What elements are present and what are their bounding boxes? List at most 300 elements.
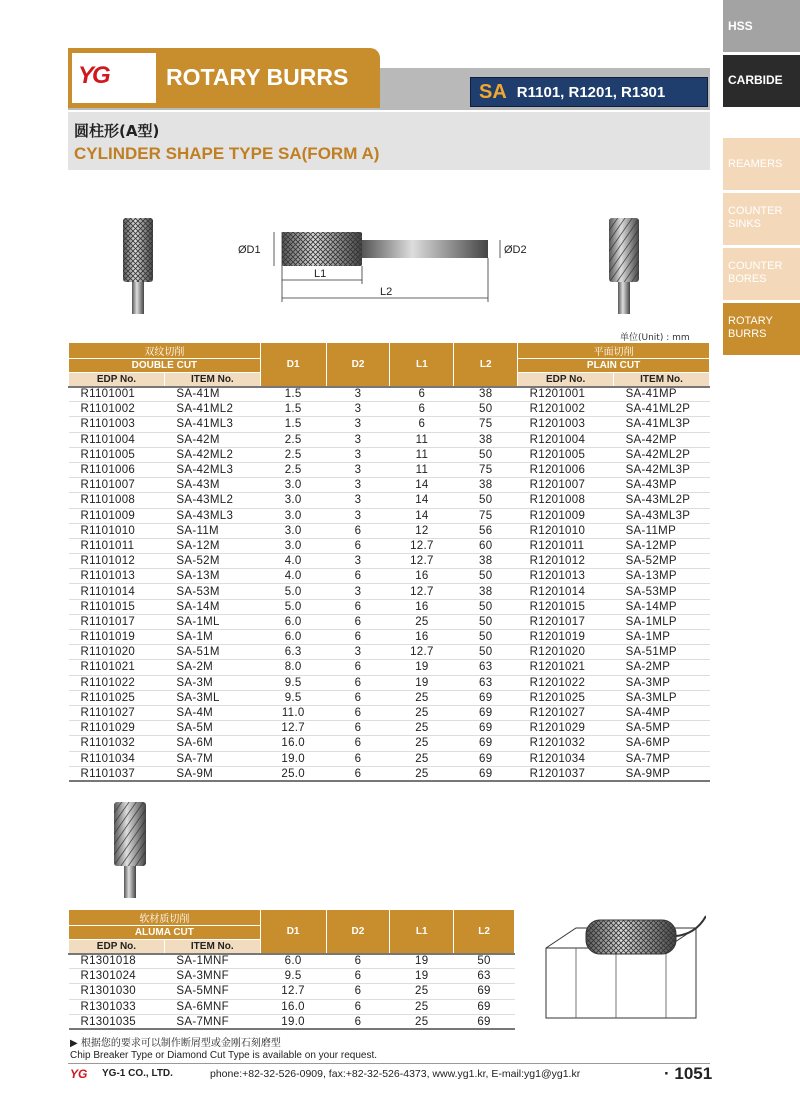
table-cell: R1101007 [69, 478, 165, 493]
side-tab-hss[interactable]: HSS [723, 0, 800, 52]
table-cell: 3 [326, 645, 390, 660]
series-badge [470, 77, 708, 107]
table-cell: 69 [454, 984, 515, 999]
table-cell: 6 [326, 660, 390, 675]
table-cell: SA-51M [164, 645, 260, 660]
table-cell: 63 [454, 675, 518, 690]
table-cell: 38 [454, 554, 518, 569]
table-cell: 25 [390, 1014, 454, 1029]
aluma-item-header: ITEM No. [164, 940, 260, 954]
table-cell: SA-12MP [614, 538, 710, 553]
table-cell: SA-2MP [614, 660, 710, 675]
edp-header-plain: EDP No. [518, 373, 614, 387]
table-row [69, 736, 710, 751]
table-cell: SA-43ML3P [614, 508, 710, 523]
usage-illustration [536, 908, 706, 1032]
table-row [69, 538, 710, 553]
table-cell: R1101022 [69, 675, 165, 690]
table-cell: R1101004 [69, 432, 165, 447]
table-cell: 38 [454, 584, 518, 599]
table-cell: 6 [326, 1014, 390, 1029]
table-cell: 2.5 [260, 432, 326, 447]
table-cell: 75 [454, 462, 518, 477]
table-cell: R1201025 [518, 690, 614, 705]
table-row [69, 751, 710, 766]
table-cell: R1201034 [518, 751, 614, 766]
table-cell: 6 [326, 523, 390, 538]
table-cell: 50 [454, 569, 518, 584]
table-cell: R1101003 [69, 417, 165, 432]
table-cell: R1301035 [69, 1014, 165, 1029]
table-cell: 56 [454, 523, 518, 538]
table-cell: 11 [390, 447, 454, 462]
header-l2: L2 [454, 343, 518, 387]
table-cell: 19 [390, 660, 454, 675]
table-cell: SA-51MP [614, 645, 710, 660]
table-cell: SA-6MNF [164, 999, 260, 1014]
table-cell: SA-14M [164, 599, 260, 614]
table-cell: 14 [390, 478, 454, 493]
table-cell: 3 [326, 554, 390, 569]
table-cell: SA-6M [164, 736, 260, 751]
table-row [69, 690, 710, 705]
table-cell: 2.5 [260, 462, 326, 477]
table-row [69, 984, 515, 999]
table-cell: R1101021 [69, 660, 165, 675]
table-cell: 6 [326, 538, 390, 553]
table-row [69, 675, 710, 690]
table-cell: 12.7 [260, 984, 326, 999]
table-cell: SA-1ML [164, 614, 260, 629]
double-cut-cn: 双纹切削 [69, 343, 261, 359]
table-cell: R1101012 [69, 554, 165, 569]
table-cell: 50 [454, 614, 518, 629]
table-cell: 69 [454, 721, 518, 736]
table-cell: SA-42ML2 [164, 447, 260, 462]
table-cell: 6 [390, 402, 454, 417]
table-cell: 3 [326, 387, 390, 402]
plain-cut-label: PLAIN CUT [518, 359, 710, 373]
table-cell: SA-11MP [614, 523, 710, 538]
burr-photo-double-cut [118, 216, 158, 316]
table-cell: 75 [454, 417, 518, 432]
side-tab-reamers[interactable]: REAMERS [723, 138, 800, 190]
table-cell: 75 [454, 508, 518, 523]
double-cut-label: DOUBLE CUT [69, 359, 261, 373]
table-cell: 50 [454, 645, 518, 660]
table-row [69, 645, 710, 660]
table-cell: SA-7MP [614, 751, 710, 766]
table-cell: 3.0 [260, 478, 326, 493]
aluma-header-l1: L1 [390, 910, 454, 954]
table-cell: 6 [326, 751, 390, 766]
table-cell: 3 [326, 417, 390, 432]
availability-note: ▶ 根据您的要求可以制作断屑型或金刚石刻磨型 Chip Breaker Type or Diamond Cut Type is available on your request. [70, 1038, 378, 1061]
side-tab-rotary-burrs[interactable]: ROTARY BURRS [723, 303, 800, 355]
table-cell: SA-42ML3P [614, 462, 710, 477]
table-cell: 3 [326, 462, 390, 477]
table-cell: SA-4M [164, 705, 260, 720]
table-cell: R1101017 [69, 614, 165, 629]
spec-table-aluma [68, 909, 515, 1030]
table-cell: 38 [454, 387, 518, 402]
table-cell: R1301024 [69, 969, 165, 984]
table-row [69, 402, 710, 417]
table-cell: 8.0 [260, 660, 326, 675]
table-cell: 6 [326, 721, 390, 736]
table-cell: R1201008 [518, 493, 614, 508]
table-cell: R1201020 [518, 645, 614, 660]
table-cell: 12.7 [390, 645, 454, 660]
table-cell: 16.0 [260, 999, 326, 1014]
table-cell: 11.0 [260, 705, 326, 720]
brand-logo: YG [78, 62, 109, 89]
table-cell: 5.0 [260, 599, 326, 614]
burr-photo-aluma-cut [108, 800, 152, 900]
table-cell: 3 [326, 478, 390, 493]
page-number: · 1051 [664, 1064, 713, 1083]
header-l1: L1 [390, 343, 454, 387]
table-row [69, 447, 710, 462]
table-cell: 6 [326, 954, 390, 969]
footer-logo: YG [70, 1067, 88, 1081]
table-cell: 25 [390, 751, 454, 766]
table-cell: SA-12M [164, 538, 260, 553]
table-cell: SA-42ML2P [614, 447, 710, 462]
table-cell: SA-42MP [614, 432, 710, 447]
table-cell: 6.0 [260, 954, 326, 969]
table-cell: 50 [454, 402, 518, 417]
table-cell: 6 [326, 569, 390, 584]
table-cell: SA-1M [164, 630, 260, 645]
header-d2: D2 [326, 343, 390, 387]
table-cell: R1101006 [69, 462, 165, 477]
table-row [69, 630, 710, 645]
table-cell: R1201021 [518, 660, 614, 675]
table-cell: 38 [454, 478, 518, 493]
table-cell: R1301033 [69, 999, 165, 1014]
table-cell: 25 [390, 999, 454, 1014]
table-row [69, 766, 710, 781]
table-cell: SA-52M [164, 554, 260, 569]
table-cell: 14 [390, 493, 454, 508]
table-cell: SA-41MP [614, 387, 710, 402]
table-cell: R1101008 [69, 493, 165, 508]
table-cell: R1201014 [518, 584, 614, 599]
table-cell: R1301018 [69, 954, 165, 969]
table-cell: R1201017 [518, 614, 614, 629]
table-cell: SA-14MP [614, 599, 710, 614]
table-row [69, 721, 710, 736]
table-cell: R1201029 [518, 721, 614, 736]
table-cell: SA-4MP [614, 705, 710, 720]
table-row [69, 954, 515, 969]
table-cell: 25.0 [260, 766, 326, 781]
table-cell: 38 [454, 432, 518, 447]
label-l2: L2 [380, 286, 393, 298]
spec-table-main [68, 342, 710, 782]
table-cell: 9.5 [260, 675, 326, 690]
table-cell: R1301030 [69, 984, 165, 999]
table-cell: 6 [326, 675, 390, 690]
table-cell: R1201006 [518, 462, 614, 477]
table-cell: R1201012 [518, 554, 614, 569]
table-cell: SA-3MP [614, 675, 710, 690]
table-cell: R1101010 [69, 523, 165, 538]
table-cell: SA-3MLP [614, 690, 710, 705]
table-cell: 50 [454, 630, 518, 645]
table-cell: SA-3ML [164, 690, 260, 705]
table-cell: 12.7 [390, 538, 454, 553]
table-cell: 6.3 [260, 645, 326, 660]
header-d1: D1 [260, 343, 326, 387]
burr-photo-plain-cut [604, 216, 644, 316]
item-header: ITEM No. [164, 373, 260, 387]
table-cell: 69 [454, 1014, 515, 1029]
table-cell: 25 [390, 614, 454, 629]
table-cell: R1201003 [518, 417, 614, 432]
table-cell: 6 [326, 599, 390, 614]
table-cell: 25 [390, 766, 454, 781]
page-title: ROTARY BURRS [166, 64, 349, 90]
table-cell: SA-13M [164, 569, 260, 584]
table-cell: R1201013 [518, 569, 614, 584]
table-row [69, 660, 710, 675]
table-cell: 69 [454, 999, 515, 1014]
table-cell: 9.5 [260, 969, 326, 984]
table-cell: R1101037 [69, 766, 165, 781]
table-cell: SA-3M [164, 675, 260, 690]
table-cell: 50 [454, 599, 518, 614]
table-cell: 4.0 [260, 569, 326, 584]
footer-company: YG-1 CO., LTD. [102, 1068, 173, 1079]
side-tab-counter-sinks[interactable]: COUNTER SINKS [723, 193, 800, 245]
table-cell: R1101025 [69, 690, 165, 705]
table-cell: SA-41ML2 [164, 402, 260, 417]
table-cell: R1101005 [69, 447, 165, 462]
aluma-header-d1: D1 [260, 910, 326, 954]
table-cell: 25 [390, 984, 454, 999]
table-cell: 60 [454, 538, 518, 553]
side-tab-carbide[interactable]: CARBIDE [723, 55, 800, 107]
table-row [69, 1014, 515, 1029]
table-cell: R1101015 [69, 599, 165, 614]
table-cell: SA-42M [164, 432, 260, 447]
table-cell: SA-13MP [614, 569, 710, 584]
table-row [69, 554, 710, 569]
note-en: Chip Breaker Type or Diamond Cut Type is available on your request. [70, 1050, 378, 1061]
table-cell: 6 [326, 630, 390, 645]
table-cell: SA-1MLP [614, 614, 710, 629]
table-cell: 11 [390, 462, 454, 477]
table-cell: SA-3MNF [164, 969, 260, 984]
table-cell: SA-43M [164, 478, 260, 493]
table-cell: 5.0 [260, 584, 326, 599]
table-cell: 16 [390, 569, 454, 584]
table-cell: 3 [326, 584, 390, 599]
table-cell: SA-43MP [614, 478, 710, 493]
table-cell: SA-41ML2P [614, 402, 710, 417]
item-header-plain: ITEM No. [614, 373, 710, 387]
table-cell: 3 [326, 493, 390, 508]
table-cell: R1201002 [518, 402, 614, 417]
table-cell: 16.0 [260, 736, 326, 751]
table-cell: 6 [326, 705, 390, 720]
table-cell: 25 [390, 705, 454, 720]
table-cell: R1101013 [69, 569, 165, 584]
table-cell: SA-42ML3 [164, 462, 260, 477]
table-cell: 6 [326, 999, 390, 1014]
table-cell: 12.7 [260, 721, 326, 736]
section-title-cn: 圆柱形(A型) [74, 122, 160, 140]
table-row [69, 478, 710, 493]
table-cell: R1101029 [69, 721, 165, 736]
table-row [69, 432, 710, 447]
table-cell: 12 [390, 523, 454, 538]
table-cell: R1201015 [518, 599, 614, 614]
edp-header: EDP No. [69, 373, 165, 387]
footer-contact: phone:+82-32-526-0909, fax:+82-32-526-4373, www.yg1.kr, E-mail:yg1@yg1.kr [210, 1068, 581, 1080]
table-cell: 69 [454, 690, 518, 705]
table-cell: R1101032 [69, 736, 165, 751]
table-row [69, 523, 710, 538]
table-row [69, 969, 515, 984]
table-cell: SA-11M [164, 523, 260, 538]
table-cell: SA-5MNF [164, 984, 260, 999]
table-cell: 1.5 [260, 387, 326, 402]
table-cell: SA-5M [164, 721, 260, 736]
table-cell: R1101011 [69, 538, 165, 553]
aluma-header-l2: L2 [454, 910, 515, 954]
table-cell: 69 [454, 766, 518, 781]
table-cell: 2.5 [260, 447, 326, 462]
table-cell: R1201019 [518, 630, 614, 645]
table-cell: 3 [326, 402, 390, 417]
table-cell: R1101019 [69, 630, 165, 645]
label-l1: L1 [314, 268, 327, 280]
table-cell: R1101009 [69, 508, 165, 523]
table-cell: 1.5 [260, 417, 326, 432]
dimension-diagram [238, 222, 538, 308]
table-cell: 6 [326, 969, 390, 984]
table-cell: SA-9MP [614, 766, 710, 781]
plain-cut-cn: 平面切削 [518, 343, 710, 359]
table-cell: 14 [390, 508, 454, 523]
footer-divider [68, 1063, 710, 1064]
aluma-cut-label: ALUMA CUT [69, 926, 261, 940]
table-cell: SA-7MNF [164, 1014, 260, 1029]
table-row [69, 999, 515, 1014]
table-cell: 25 [390, 690, 454, 705]
table-cell: SA-6MP [614, 736, 710, 751]
table-cell: SA-41M [164, 387, 260, 402]
table-cell: 19 [390, 954, 454, 969]
table-cell: R1201011 [518, 538, 614, 553]
table-cell: 1.5 [260, 402, 326, 417]
table-cell: 19.0 [260, 751, 326, 766]
table-cell: 6 [390, 417, 454, 432]
table-cell: 69 [454, 705, 518, 720]
table-cell: R1201022 [518, 675, 614, 690]
table-cell: R1201009 [518, 508, 614, 523]
table-cell: 3.0 [260, 538, 326, 553]
table-row [69, 493, 710, 508]
table-cell: 11 [390, 432, 454, 447]
series-codes: R1101, R1201, R1301 [516, 83, 666, 101]
table-cell: R1101002 [69, 402, 165, 417]
table-cell: 16 [390, 599, 454, 614]
table-cell: R1101001 [69, 387, 165, 402]
table-row [69, 584, 710, 599]
table-row [69, 569, 710, 584]
table-row [69, 599, 710, 614]
table-cell: SA-43ML3 [164, 508, 260, 523]
table-row [69, 705, 710, 720]
table-cell: 6 [390, 387, 454, 402]
table-cell: 6 [326, 984, 390, 999]
table-cell: 6 [326, 766, 390, 781]
table-cell: R1101027 [69, 705, 165, 720]
table-cell: R1201007 [518, 478, 614, 493]
table-cell: SA-5MP [614, 721, 710, 736]
table-cell: 12.7 [390, 554, 454, 569]
table-cell: 50 [454, 493, 518, 508]
table-cell: SA-41ML3P [614, 417, 710, 432]
table-cell: 63 [454, 660, 518, 675]
table-cell: SA-2M [164, 660, 260, 675]
table-cell: 6 [326, 736, 390, 751]
table-cell: SA-7M [164, 751, 260, 766]
table-cell: 25 [390, 721, 454, 736]
label-d1: ØD1 [238, 244, 261, 256]
series-prefix: SA [479, 80, 507, 103]
table-cell: 12.7 [390, 584, 454, 599]
side-tab-counter-bores[interactable]: COUNTER BORES [723, 248, 800, 300]
table-cell: 3.0 [260, 523, 326, 538]
aluma-cut-cn: 软材质切削 [69, 910, 261, 926]
unit-label: 单位(Unit) : mm [620, 333, 690, 343]
table-cell: 25 [390, 736, 454, 751]
table-cell: R1201027 [518, 705, 614, 720]
table-cell: SA-43ML2 [164, 493, 260, 508]
table-cell: R1201001 [518, 387, 614, 402]
table-cell: SA-52MP [614, 554, 710, 569]
table-cell: 19 [390, 675, 454, 690]
table-row [69, 462, 710, 477]
table-cell: 3.0 [260, 493, 326, 508]
table-cell: SA-1MP [614, 630, 710, 645]
table-cell: R1201032 [518, 736, 614, 751]
table-cell: 50 [454, 954, 515, 969]
table-cell: 6 [326, 614, 390, 629]
table-cell: SA-41ML3 [164, 417, 260, 432]
table-cell: 4.0 [260, 554, 326, 569]
table-cell: R1201037 [518, 766, 614, 781]
table-cell: R1101020 [69, 645, 165, 660]
table-cell: R1201010 [518, 523, 614, 538]
table-cell: 69 [454, 736, 518, 751]
table-cell: SA-53M [164, 584, 260, 599]
table-row [69, 508, 710, 523]
table-cell: 69 [454, 751, 518, 766]
table-cell: SA-53MP [614, 584, 710, 599]
table-cell: R1101034 [69, 751, 165, 766]
table-cell: 6 [326, 690, 390, 705]
table-cell: 19.0 [260, 1014, 326, 1029]
table-cell: 3 [326, 447, 390, 462]
aluma-header-d2: D2 [326, 910, 390, 954]
label-d2: ØD2 [504, 244, 527, 256]
